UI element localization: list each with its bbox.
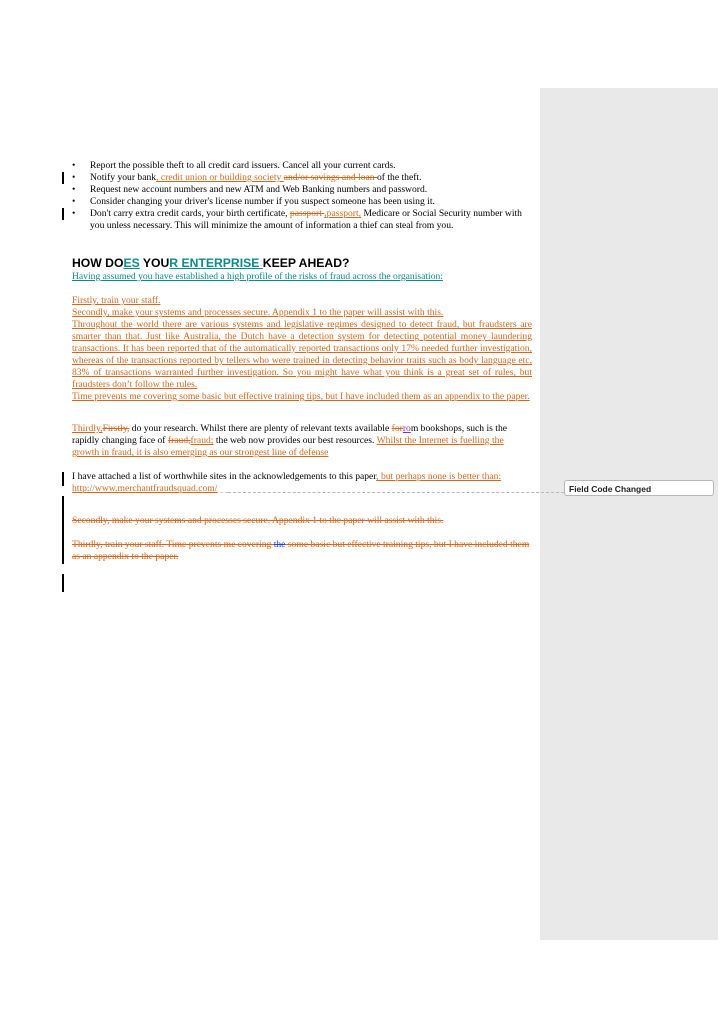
thirdly-text-segment: the web now provides our best resources. — [213, 435, 377, 446]
intro-text: Having assumed you have established a high profile of the risks of fraud across the organisation: — [72, 271, 443, 282]
bullet-icon: • — [72, 184, 76, 195]
deleted-thirdly-text-segment: Thirdly, train your staff. Time prevents me covering — [72, 539, 274, 550]
attached-text-segment: , but perhaps none is better than: — [376, 471, 502, 482]
deleted-thirdly-text-segment: the — [273, 539, 286, 550]
thirdly-text-segment: fraud, — [167, 435, 191, 446]
comment-pane — [540, 88, 718, 940]
bullet-icon: • — [72, 160, 76, 171]
bullet-text-segment: Don't carry extra credit cards, your birth certificate, — [90, 208, 290, 219]
bullet-item — [72, 184, 532, 196]
thirdly-paragraph — [72, 423, 532, 459]
thirdly-text-segment: for — [391, 423, 403, 434]
bullet-item — [72, 160, 532, 172]
bullet-icon: • — [72, 208, 76, 219]
comment-balloon-field-code-changed[interactable] — [564, 480, 714, 496]
firstly-line: Firstly, train your staff. — [72, 295, 161, 306]
section-heading — [72, 256, 532, 270]
heading-text-segment: ES — [123, 256, 140, 270]
deleted-thirdly-paragraph — [72, 539, 532, 563]
heading-text-segment: HOW DO — [72, 256, 124, 270]
bullet-text-segment: Report the possible theft to all credit card issuers. Cancel all your current cards. — [90, 160, 396, 171]
bullet-text-segment: of the theft. — [377, 172, 422, 183]
bullet-text-segment: and/or savings and loan — [283, 172, 377, 183]
deleted-secondly-paragraph — [72, 515, 532, 527]
merchant-fraud-link[interactable]: http://www.merchantfraudsquad.com/ — [72, 483, 218, 494]
training-block — [72, 295, 532, 403]
bullet-text-segment: Request new account numbers and new ATM and Web Banking numbers and password. — [90, 184, 428, 195]
bullet-text-segment: Consider changing your driver's license number if you suspect someone has been using it. — [90, 196, 435, 207]
attached-text-segment: I have attached a list of worthwhile sites in the acknowledgements to this paper — [72, 471, 377, 482]
thirdly-text-segment: do your research. Whilst there are plenty of relevant texts available — [129, 423, 392, 434]
change-bar — [62, 208, 64, 220]
bullet-list — [72, 160, 532, 232]
thirdly-text-segment: fraud; — [190, 435, 214, 446]
bullet-text-segment: Notify your bank — [90, 172, 157, 183]
bullet-item — [72, 172, 532, 184]
bullet-text-segment: , credit union or building society — [156, 172, 284, 183]
bullet-text-segment: ,passport, — [324, 208, 362, 219]
thirdly-text-segment: Firstly, — [102, 423, 130, 434]
bullet-text-segment: Medicare or Social Security number with you unless necessary. This will minimize the amount of information a thief can steal from you. — [90, 208, 522, 231]
deleted-thirdly-text-segment: some basic but effective training tips, but I have included them as an appendix to the paper. — [72, 539, 530, 562]
detection-paragraph: Throughout the world there are various systems and legislative regimes designed to detect fraud, but fraudsters are smarter than that. Just like Australia, the Dutch have a detection system for detecting potential money laundering transactions. It has been reported that of the automatically reported transactions only 17% needed further investigation, whereas of the transactions reported by tellers who were trained in detecting behavior traits such as body language etc, 83% of transactions warranted further investigation. So you might have what you think is a great set of rules, but fraudsters don’t follow the rules. — [72, 319, 532, 390]
comment-label: Field Code Changed — [569, 484, 652, 494]
bullet-item — [72, 208, 532, 232]
heading-text-segment: YOU — [139, 256, 170, 270]
thirdly-text-segment: Thirdly, — [72, 423, 103, 434]
change-bar — [62, 496, 64, 564]
heading-text-segment: R ENTERPRISE — [169, 256, 263, 270]
deleted-secondly-text: Secondly, make your systems and processes secure. Appendix 1 to the paper will assist with this. — [72, 515, 444, 526]
secondly-line: Secondly, make your systems and processes secure. Appendix 1 to the paper will assist with this. — [72, 307, 444, 318]
bullet-icon: • — [72, 172, 76, 183]
heading-text-segment: KEEP AHEAD? — [262, 256, 350, 270]
thirdly-text-segment: ro — [402, 423, 411, 434]
bullet-item — [72, 196, 532, 208]
attached-paragraph — [72, 471, 532, 495]
change-bar — [62, 472, 64, 486]
thirdly-text-segment: Whilst the Internet is fuelling the growth in fraud, it is also emerging as our strongest line of defense — [72, 435, 504, 458]
thirdly-text-segment: m bookshops, such is the rapidly changing face of — [72, 423, 508, 446]
change-bar — [62, 172, 64, 184]
change-bar — [62, 574, 64, 592]
training-tips-paragraph: Time prevents me covering some basic but effective training tips, but I have included them as an appendix to the paper. — [72, 391, 530, 402]
bullet-text-segment: passport — [289, 208, 325, 219]
bullet-icon: • — [72, 196, 76, 207]
intro-paragraph — [72, 271, 532, 283]
